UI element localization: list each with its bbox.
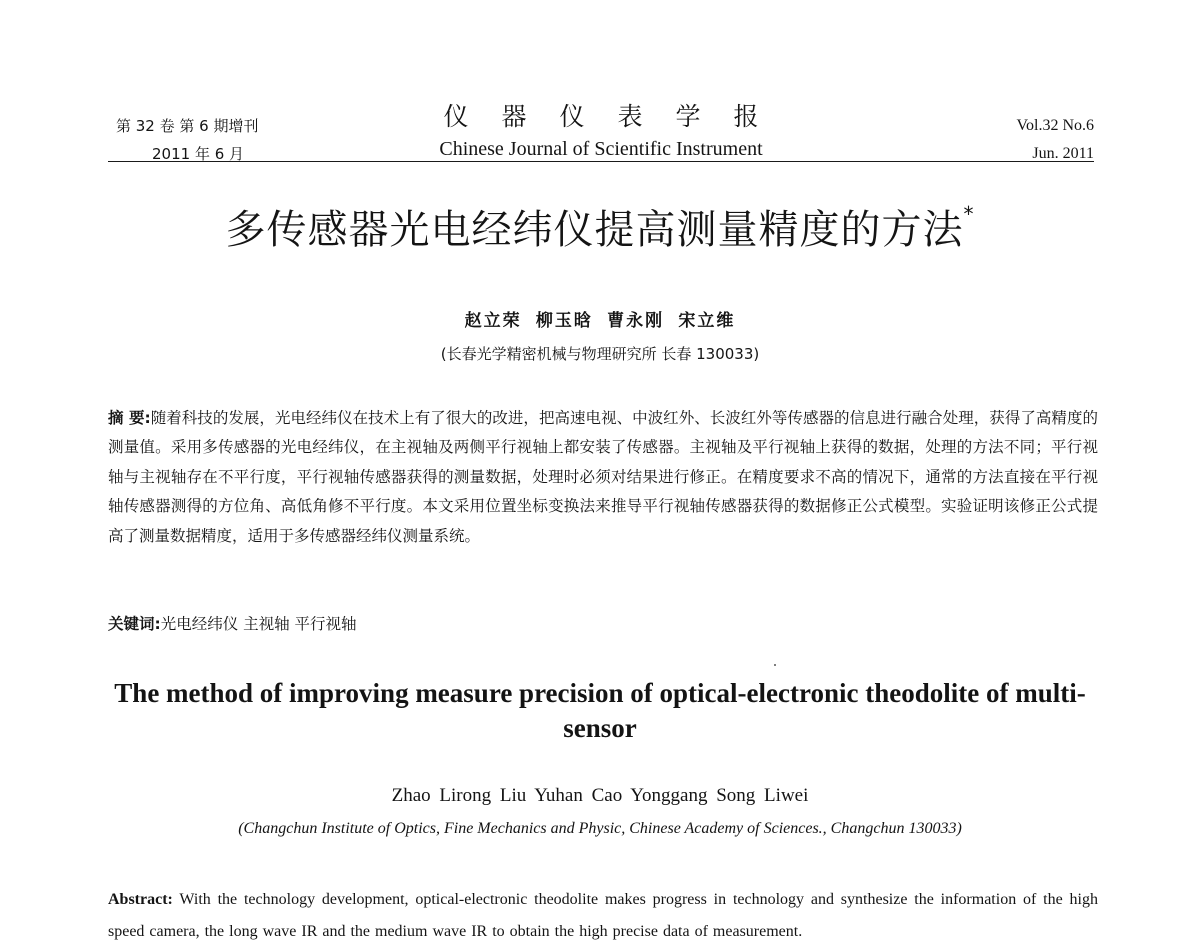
journal-name-en: Chinese Journal of Scientific Instrument xyxy=(439,138,763,160)
header-center xyxy=(108,100,1094,162)
authors-en: Zhao Lirong Liu Yuhan Cao Yonggang Song Liwei xyxy=(391,785,809,806)
abstract-cn-text: 随着科技的发展，光电经纬仪在技术上有了很大的改进，把高速电视、中波红外、长波红外等传感器的信息进行融合处理，获得了高精度的测量值。采用多传感器的光电经纬仪，在主视轴及两侧平行视轴上都安装了传感器。主视轴及平行视轴上获得的数据，处理的方法不同；平行视轴与主视轴存在不平行度，平行视轴传感器获得的测量数据，处理时必须对结果进行修正。在精度要求不高的情况下，通常的方法直接在平行视轴传感器测得的方位角、高低角修不平行度。本文采用位置坐标变换法来推导平行视轴传感器获得的数据修正公式模型。实验证明该修正公式提高了测量数据精度，适用于多传感器经纬仪测量系统。 xyxy=(108,409,1098,545)
scan-speck xyxy=(774,664,776,666)
journal-header xyxy=(108,100,1094,162)
paper-title-cn xyxy=(0,198,1200,255)
volume-issue-en: Vol.32 No.6 xyxy=(1016,117,1094,134)
keywords-cn-text: 光电经纬仪 主视轴 平行视轴 xyxy=(160,615,357,633)
volume-issue-cn: 第 32 卷 第 6 期增刊 xyxy=(116,117,259,135)
abstract-cn xyxy=(108,404,1098,551)
publication-date-en: Jun. 2011 xyxy=(1032,145,1094,162)
title-footnote-marker: * xyxy=(963,201,975,226)
affiliation-en: (Changchun Institute of Optics, Fine Mechanics and Physic, Chinese Academy of Sciences., Changchun 130033) xyxy=(238,820,962,837)
keywords-cn xyxy=(108,612,357,634)
publication-date-cn: 2011 年 6 月 xyxy=(152,145,245,163)
keywords-cn-label: 关键词: xyxy=(108,615,161,633)
paper-title-cn-text: 多传感器光电经纬仪提高测量精度的方法 xyxy=(225,207,964,253)
header-rule xyxy=(108,161,1094,162)
abstract-en-label: Abstract: xyxy=(108,891,173,908)
paper-title-en: The method of improving measure precision of optical-electronic theodolite of multi-sensor xyxy=(114,678,1086,743)
abstract-en-text: With the technology development, optical-electronic theodolite makes progress in technology and synthesize the information of the high speed camera, the long wave IR and the medium wave IR to obtain the high precise data of measurement. xyxy=(108,891,1098,940)
journal-name-cn: 仪器仪表学报 xyxy=(443,102,792,131)
affiliation-cn: (长春光学精密机械与物理研究所 长春 130033) xyxy=(440,345,760,363)
abstract-en xyxy=(108,884,1098,948)
abstract-cn-label: 摘 要: xyxy=(108,409,151,427)
authors-cn: 赵立荣 柳玉晗 曹永刚 宋立维 xyxy=(464,311,736,330)
header-right xyxy=(1017,112,1095,168)
